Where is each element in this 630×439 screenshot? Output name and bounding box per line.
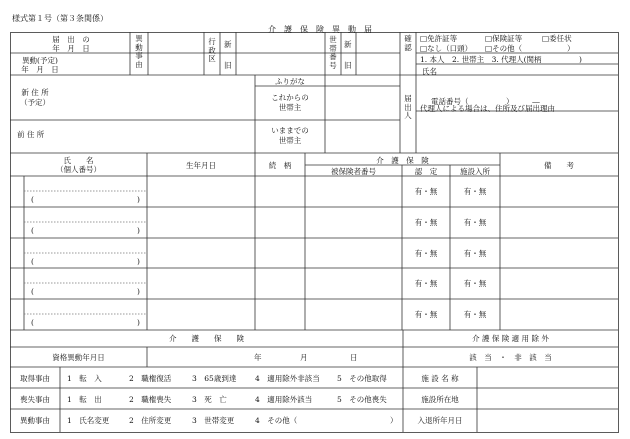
facility-yes-no[interactable]: 有・無 xyxy=(463,279,487,288)
option-other-acquisition[interactable]: 5 その他取得 xyxy=(337,374,387,383)
option-name-change[interactable]: 1 氏名変更 xyxy=(67,416,110,425)
notifier-label: 届出人 xyxy=(404,94,412,121)
acquisition-reason-label: 取得事由 xyxy=(20,374,50,383)
change-reason-row-label: 異動事由 xyxy=(20,416,50,425)
facility-name-label: 施 設 名 称 xyxy=(421,374,459,383)
paren-open: ( xyxy=(31,257,34,266)
other-change-close: ） xyxy=(390,416,398,425)
day-label: 日 xyxy=(350,353,358,362)
option-other-change[interactable]: 4 その他（ xyxy=(255,416,298,425)
facility-yes-no[interactable]: 有・無 xyxy=(463,310,487,319)
loss-reason-label: 喪失事由 xyxy=(20,395,50,404)
new-address-label: 新 住 所 （予定） xyxy=(20,88,50,107)
checkbox-license[interactable]: □免許証等 xyxy=(420,34,458,43)
paren-open: ( xyxy=(31,318,34,327)
paren-open: ( xyxy=(31,195,34,204)
household-no-label: 世帯番号 xyxy=(329,35,337,70)
household-old-label: 旧 xyxy=(344,61,352,70)
col-certified-header: 認 定 xyxy=(414,167,438,176)
old-address-label: 前 住 所 xyxy=(17,130,45,139)
paren-close: ) xyxy=(137,318,140,327)
agent-note-label: 代理人による場合は、住所及び届出理由 xyxy=(420,104,555,113)
col-facility-header: 施設入所 xyxy=(460,167,490,176)
checkbox-insurance-card[interactable]: □保険証等 xyxy=(485,34,523,43)
applicable-toggle[interactable]: 該 当 ・ 非 該 当 xyxy=(469,353,552,362)
checkbox-proxy-letter[interactable]: □委任状 xyxy=(542,34,572,43)
exclusion-section-title: 介 護 保 険 適 用 除 外 xyxy=(472,334,549,343)
year-label: 年 xyxy=(254,353,262,362)
household-new-label: 新 xyxy=(344,40,352,49)
admin-district-label: 行政区 xyxy=(208,37,216,64)
care-insurance-section-title: 介 護 保 険 xyxy=(169,334,244,343)
change-date-label: 異動(予定) 年 月 日 xyxy=(21,56,59,74)
paren-open: ( xyxy=(31,226,34,235)
option-transfer-out[interactable]: 1 転 出 xyxy=(67,395,102,404)
certified-yes-no[interactable]: 有・無 xyxy=(414,218,438,227)
district-old-label: 旧 xyxy=(224,61,232,70)
paren-close: ) xyxy=(137,287,140,296)
facility-yes-no[interactable]: 有・無 xyxy=(463,249,487,258)
form-title: 介 護 保 険 異 動 届 xyxy=(268,25,372,34)
certified-yes-no[interactable]: 有・無 xyxy=(414,310,438,319)
col-remarks-header: 備 考 xyxy=(544,161,574,170)
facility-address-label: 施設所在地 xyxy=(421,395,459,404)
facility-yes-no[interactable]: 有・無 xyxy=(463,187,487,196)
new-householder-label: これからの 世帯主 xyxy=(271,93,309,112)
district-new-label: 新 xyxy=(224,40,232,49)
col-insurance-header: 介 護 保 険 xyxy=(376,156,429,165)
old-householder-label: いままでの 世帯主 xyxy=(271,126,309,145)
col-birth-header: 生年月日 xyxy=(186,161,216,170)
furigana-label: ふりがな xyxy=(275,77,305,86)
option-official-restore[interactable]: 2 職権復活 xyxy=(129,374,172,383)
option-official-loss[interactable]: 2 職権喪失 xyxy=(129,395,172,404)
col-insured-no-header: 被保険者番号 xyxy=(331,167,376,176)
option-age-65[interactable]: 3 65歳到達 xyxy=(192,374,237,383)
form-number: 様式第１号（第３条関係） xyxy=(12,14,108,23)
checkbox-other[interactable]: □その他（ xyxy=(485,44,523,53)
confirm-label: 確認 xyxy=(404,34,412,52)
paren-close: ) xyxy=(137,257,140,266)
month-label: 月 xyxy=(300,353,308,362)
certified-yes-no[interactable]: 有・無 xyxy=(414,187,438,196)
col-relation-header: 続 柄 xyxy=(268,161,292,170)
qualify-date-label: 資格異動年月日 xyxy=(52,353,105,362)
certified-yes-no[interactable]: 有・無 xyxy=(414,279,438,288)
col-name-header: 氏 名 （個人番号） xyxy=(56,156,101,174)
notifier-name-label: 氏名 xyxy=(422,67,437,76)
notifier-relationship-options[interactable]: 1. 本人 2. 世帯主 3. 代理人(関柄 ) xyxy=(420,55,582,64)
facility-yes-no[interactable]: 有・無 xyxy=(463,218,487,227)
option-address-change[interactable]: 2 住所変更 xyxy=(129,416,172,425)
paren-close: ) xyxy=(137,226,140,235)
certified-yes-no[interactable]: 有・無 xyxy=(414,249,438,258)
checkbox-none-verbal[interactable]: □なし（口頭） xyxy=(420,44,473,53)
option-exclusion-not-applicable[interactable]: 4 適用除外非該当 xyxy=(255,374,320,383)
change-reason-label: 異動事由 xyxy=(135,34,143,69)
filing-date-label: 届 出 の 年 月 日 xyxy=(52,35,90,53)
paren-close: ) xyxy=(137,195,140,204)
notifier-phone-label: 電話番号（ ） ― xyxy=(431,97,540,106)
option-other-loss[interactable]: 5 その他喪失 xyxy=(337,395,387,404)
checkbox-other-close: ） xyxy=(567,44,575,53)
option-household-change[interactable]: 3 世帯変更 xyxy=(192,416,235,425)
option-death[interactable]: 3 死 亡 xyxy=(192,395,227,404)
paren-open: ( xyxy=(31,287,34,296)
option-transfer-in[interactable]: 1 転 入 xyxy=(67,374,102,383)
option-exclusion-applicable[interactable]: 4 適用除外該当 xyxy=(255,395,313,404)
admission-date-label: 入退所年月日 xyxy=(417,416,463,425)
